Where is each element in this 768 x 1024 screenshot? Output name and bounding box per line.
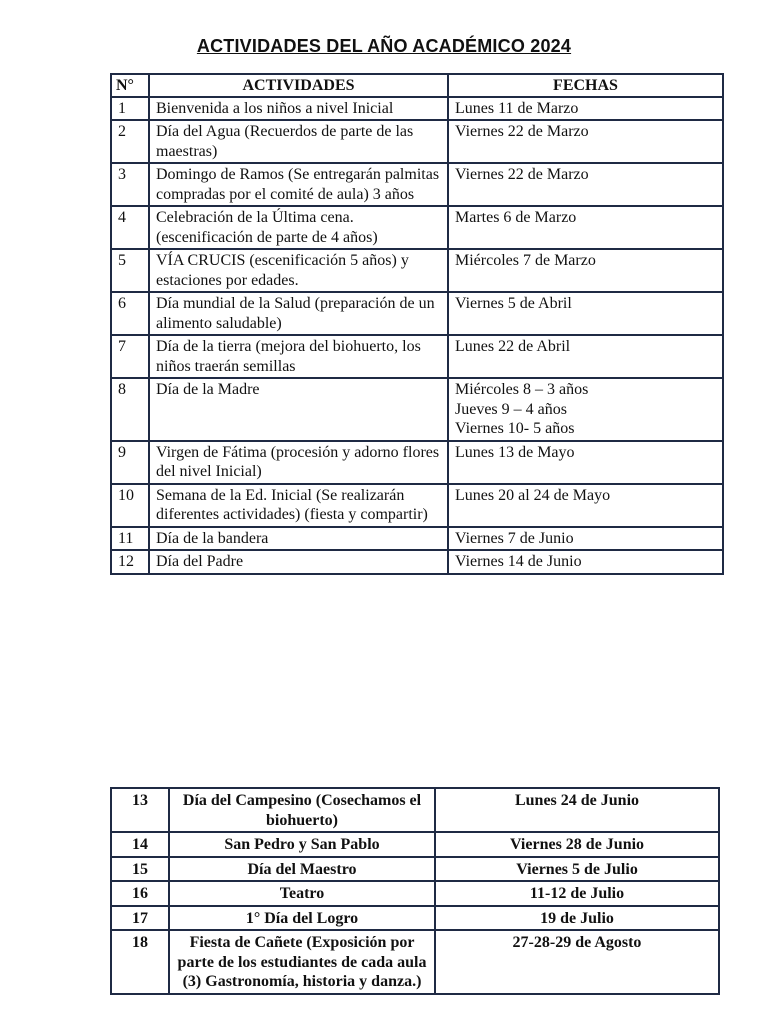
row-number: 16: [111, 881, 169, 906]
row-number: 14: [111, 832, 169, 857]
table-row: [111, 97, 723, 121]
activity-cell: Día del Campesino (Cosechamos el biohuerto): [169, 788, 435, 832]
row-number: 3: [111, 163, 149, 206]
row-number: 5: [111, 249, 149, 292]
table-row: [111, 163, 723, 206]
activity-cell: San Pedro y San Pablo: [169, 832, 435, 857]
row-number: 11: [111, 527, 149, 551]
date-cell: Viernes 7 de Junio: [448, 527, 723, 551]
row-number: 7: [111, 335, 149, 378]
table-row: [111, 527, 723, 551]
activity-cell: Día mundial de la Salud (preparación de un alimento saludable): [149, 292, 448, 335]
row-number: 18: [111, 930, 169, 994]
activity-cell: Semana de la Ed. Inicial (Se realizarán diferentes actividades) (fiesta y compartir): [149, 484, 448, 527]
table-row: [111, 441, 723, 484]
activity-cell: Día del Agua (Recuerdos de parte de las maestras): [149, 120, 448, 163]
row-number: 17: [111, 906, 169, 931]
activity-cell: Día de la tierra (mejora del biohuerto, los niños traerán semillas: [149, 335, 448, 378]
activities-table-2: [110, 787, 720, 995]
date-cell: Lunes 11 de Marzo: [448, 97, 723, 121]
table-row: [111, 881, 719, 906]
date-cell: Viernes 5 de Julio: [435, 857, 719, 882]
date-cell: Viernes 14 de Junio: [448, 550, 723, 574]
header-dates: FECHAS: [448, 74, 723, 97]
activity-cell: 1° Día del Logro: [169, 906, 435, 931]
table-row: [111, 378, 723, 441]
date-cell: Lunes 20 al 24 de Mayo: [448, 484, 723, 527]
date-cell: Martes 6 de Marzo: [448, 206, 723, 249]
table-row: [111, 120, 723, 163]
date-cell: Viernes 22 de Marzo: [448, 120, 723, 163]
activity-cell: Teatro: [169, 881, 435, 906]
activities-table-1: [110, 73, 724, 575]
row-number: 9: [111, 441, 149, 484]
table-row: [111, 249, 723, 292]
table-row: [111, 206, 723, 249]
date-cell: Lunes 13 de Mayo: [448, 441, 723, 484]
table-row: [111, 788, 719, 832]
activity-cell: Bienvenida a los niños a nivel Inicial: [149, 97, 448, 121]
row-number: 2: [111, 120, 149, 163]
row-number: 8: [111, 378, 149, 441]
row-number: 10: [111, 484, 149, 527]
date-cell: Lunes 24 de Junio: [435, 788, 719, 832]
activity-cell: Día de la bandera: [149, 527, 448, 551]
header-activities: ACTIVIDADES: [149, 74, 448, 97]
activity-cell: Fiesta de Cañete (Exposición por parte de los estudiantes de cada aula (3) Gastronomía, historia y danza.): [169, 930, 435, 994]
date-cell: Miércoles 8 – 3 años Jueves 9 – 4 años Viernes 10- 5 años: [448, 378, 723, 441]
table-header-row: [111, 74, 723, 97]
table-row: [111, 292, 723, 335]
header-number: N°: [111, 74, 149, 97]
activity-cell: Celebración de la Última cena. (escenificación de parte de 4 años): [149, 206, 448, 249]
activity-cell: Domingo de Ramos (Se entregarán palmitas compradas por el comité de aula) 3 años: [149, 163, 448, 206]
activity-cell: Virgen de Fátima (procesión y adorno flores del nivel Inicial): [149, 441, 448, 484]
date-cell: 27-28-29 de Agosto: [435, 930, 719, 994]
table-row: [111, 930, 719, 994]
page-title: ACTIVIDADES DEL AÑO ACADÉMICO 2024: [196, 36, 572, 56]
table-row: [111, 906, 719, 931]
activity-cell: VÍA CRUCIS (escenificación 5 años) y estaciones por edades.: [149, 249, 448, 292]
row-number: 4: [111, 206, 149, 249]
row-number: 13: [111, 788, 169, 832]
row-number: 1: [111, 97, 149, 121]
row-number: 6: [111, 292, 149, 335]
date-cell: Viernes 22 de Marzo: [448, 163, 723, 206]
activity-cell: Día del Padre: [149, 550, 448, 574]
activity-cell: Día de la Madre: [149, 378, 448, 441]
row-number: 15: [111, 857, 169, 882]
date-cell: Lunes 22 de Abril: [448, 335, 723, 378]
table-row: [111, 335, 723, 378]
table-row: [111, 857, 719, 882]
table-row: [111, 832, 719, 857]
date-cell: Viernes 28 de Junio: [435, 832, 719, 857]
activity-cell: Día del Maestro: [169, 857, 435, 882]
date-cell: 11-12 de Julio: [435, 881, 719, 906]
table-row: [111, 550, 723, 574]
date-cell: Miércoles 7 de Marzo: [448, 249, 723, 292]
date-cell: 19 de Julio: [435, 906, 719, 931]
date-cell: Viernes 5 de Abril: [448, 292, 723, 335]
row-number: 12: [111, 550, 149, 574]
table-row: [111, 484, 723, 527]
